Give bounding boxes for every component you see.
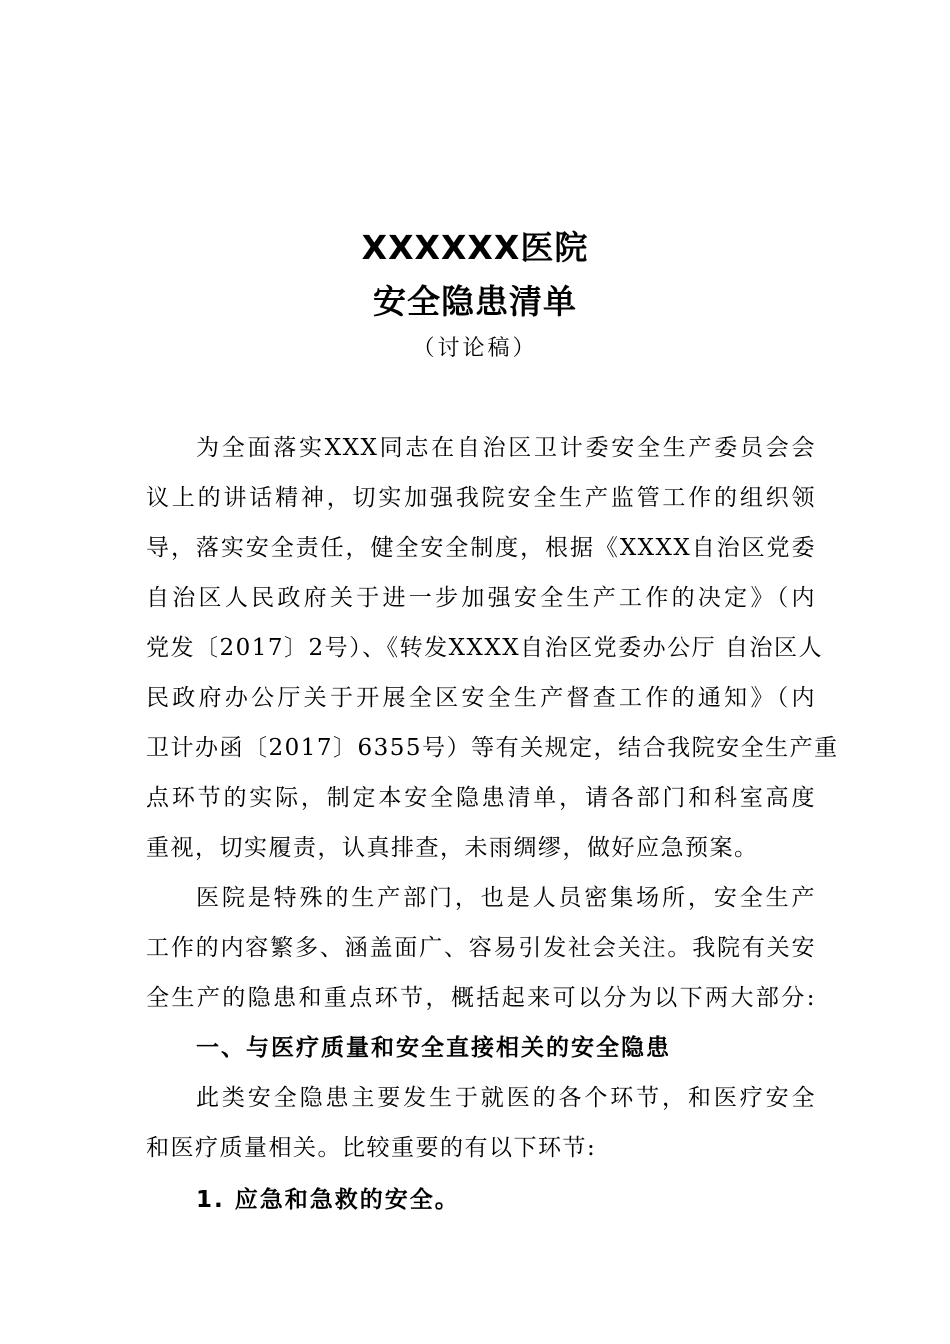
document-title-hospital: XXXXXX医院: [361, 228, 589, 267]
body-line: 议上的讲话精神，切实加强我院安全生产监管工作的组织领: [146, 485, 816, 511]
body-line: 民政府办公厅关于开展全区安全生产督查工作的通知》（内: [146, 685, 816, 711]
document-subtitle: （讨论稿）: [412, 336, 538, 361]
body-line: 和医疗质量相关。比较重要的有以下环节:: [146, 1135, 597, 1161]
body-line: 为全面落实XXX同志在自治区卫计委安全生产委员会会: [196, 435, 816, 461]
body-line: 卫计办函〔2017〕6355号）等有关规定，结合我院安全生产重: [146, 735, 839, 761]
body-line: 点环节的实际，制定本安全隐患清单，请各部门和科室高度: [146, 785, 816, 811]
subsection-heading: 1. 应急和急救的安全。: [196, 1187, 460, 1213]
body-line: 自治区人民政府关于进一步加强安全生产工作的决定》（内: [146, 585, 816, 611]
body-line: 工作的内容繁多、涵盖面广、容易引发社会关注。我院有关安: [146, 935, 816, 961]
body-line: 医院是特殊的生产部门，也是人员密集场所，安全生产: [196, 885, 816, 911]
body-line: 此类安全隐患主要发生于就医的各个环节，和医疗安全: [196, 1085, 816, 1111]
body-line: 重视，切实履责，认真排查，未雨绸缪，做好应急预案。: [146, 835, 759, 861]
body-line: 党发〔2017〕2号）、《转发XXXX自治区党委办公厅 自治区人: [146, 635, 823, 661]
body-line: 全生产的隐患和重点环节，概括起来可以分为以下两大部分:: [146, 985, 816, 1011]
section-heading: 一、与医疗质量和安全直接相关的安全隐患: [196, 1035, 671, 1061]
body-line: 导，落实安全责任，健全安全制度，根据《XXXX自治区党委: [146, 535, 816, 561]
document-title-main: 安全隐患清单: [373, 282, 577, 321]
